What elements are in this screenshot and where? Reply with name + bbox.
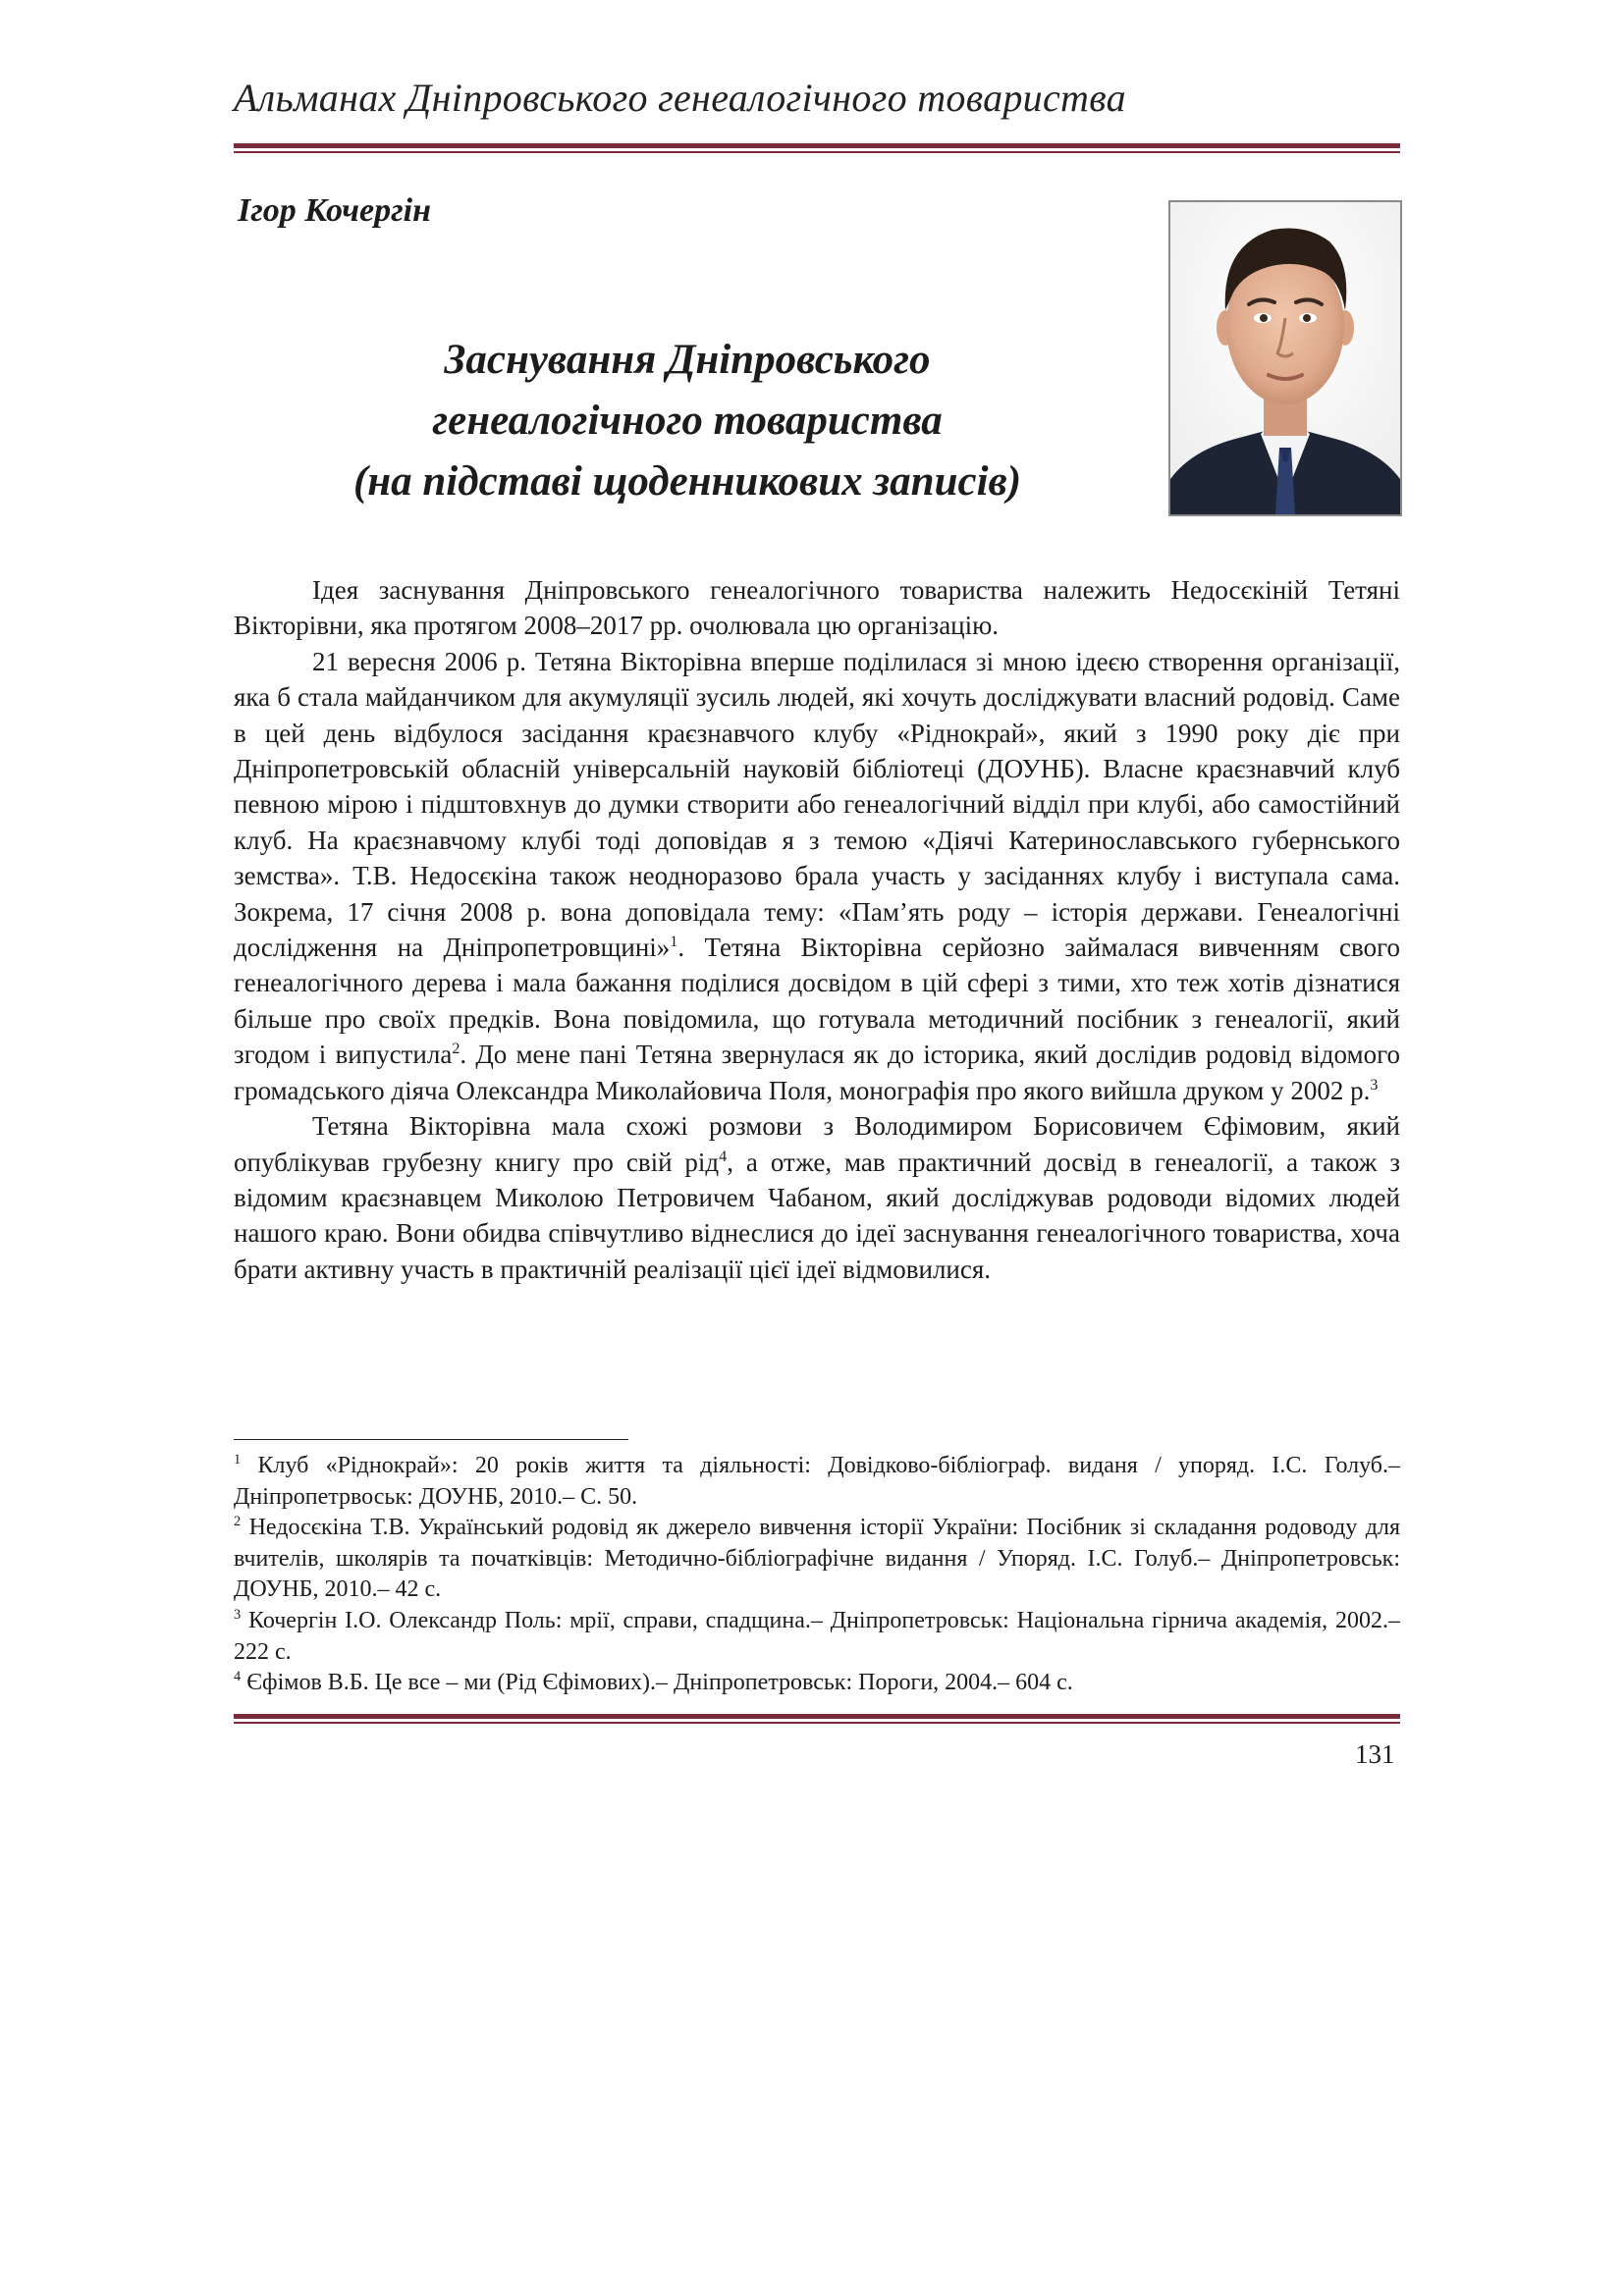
footnote-2 [234,1513,1400,1606]
footnote-number: 1 [234,1452,242,1468]
author-name: Ігор Кочергін [238,192,431,229]
header-rule-thick [234,143,1400,148]
footnotes [234,1451,1400,1699]
footnote-marker-3[interactable]: 3 [1370,1075,1379,1094]
footnote-text: Єфімов В.Б. Це все – ми (Рід Єфімових).– Дніпропетровськ: Пороги, 2004.– 604 с. [246,1670,1073,1696]
author-portrait [1168,200,1402,516]
paragraph-3-text-a: Тетяна Вікторівна мала схожі розмови з Володимиром Борисовичем Єфімовим, який опублікував грубезну книгу про свій рід [234,1111,1400,1177]
footnote-number: 2 [234,1514,242,1530]
footnote-number: 3 [234,1606,242,1623]
footer-rule-thick [234,1714,1400,1719]
portrait-illustration [1170,202,1400,514]
footnote-number: 4 [234,1669,242,1685]
footnote-text: Кочергін І.О. Олександр Поль: мрії, справи, спадщина.– Дніпропетровськ: Національна гірнича академія, 2002.– 222 с. [234,1607,1400,1665]
page-number: 131 [1355,1739,1395,1769]
paragraph-1: Ідея заснування Дніпровського генеалогічного товариства належить Недосєкіній Тетяні Вікторівни, яка протягом 2008–2017 рр. очолювала цю організацію. [234,575,1400,641]
footnote-marker-4[interactable]: 4 [719,1147,728,1165]
paragraph-2-text-a: 21 вересня 2006 р. Тетяна Вікторівна вперше поділилася зі мною ідеєю створення організації, яка б стала майданчиком для акумуляції зусиль людей, які хочуть досліджувати власний родовід. Саме в цей день відбулося засідання краєзнавчого клубу «Ріднокрай», який з 1990 року діє при Дніпропетровській обласній універсальній науковій бібліотеці (ДОУНБ). Власне краєзнавчий клуб певною мірою і підштовхнув до думки створити або генеалогічний відділ при клубі, або самостійний клуб. На краєзнавчому клубі тоді доповідав я з темою «Діячі Катеринославського губернського земства». Т.В. Недосєкіна також неодноразово брала участь у засіданнях клубу і виступала сама. Зокрема, 17 січня 2008 р. вона доповідала тему: «Пам’ять роду – історія держави. Генеалогічні дослідження на Дніпропетровщині» [234,646,1400,963]
footer-rule-thin [234,1722,1400,1724]
title-line-2: генеалогічного товариства [432,398,943,444]
paragraph-3-text-b: , а отже, мав практичний досвід в генеалогії, а також з відомим краєзнавцем Миколою Петровичем Чабаном, який досліджував родоводи відомих людей нашого краю. Вони обидва співчутливо віднеслися до ідеї заснування генеалогічного товариства, хоча брати активну участь в практичній реалізації цієї ідеї відмовилися. [234,1147,1400,1284]
footnote-4 [234,1668,1400,1699]
title-line-1: Заснування Дніпровського [444,337,931,383]
footnote-separator [234,1439,628,1440]
article-title [295,330,1080,512]
running-head: Альманах Дніпровського генеалогічного товариства [234,76,1126,120]
footnote-text: Клуб «Ріднокрай»: 20 років життя та діяльності: Довідково-бібліограф. виданя / упоряд. І.С. Голуб.– Дніпропетрвоськ: ДОУНБ, 2010.– С. 50. [234,1453,1401,1510]
title-line-3: (на підставі щоденникових записів) [352,458,1022,505]
footnote-marker-1[interactable]: 1 [670,933,678,951]
paragraph-2 [234,644,1400,1108]
paragraph-3 [234,1108,1400,1287]
footnote-marker-2[interactable]: 2 [452,1040,460,1058]
footnote-3 [234,1606,1400,1668]
footnote-1 [234,1451,1400,1513]
footnote-text: Недосєкіна Т.В. Український родовід як джерело вивчення історії України: Посібник зі складання родоводу для вчителів, школярів та початківців: Методично-бібліографічне видання / Упоряд. І.С. Голуб.– Дніпропетровськ: ДОУНБ, 2010.– 42 с. [234,1515,1400,1603]
header-rule-thin [234,151,1400,153]
paragraph-2-text-b: . Тетяна Вікторівна серйозно займалася вивченням свого генеалогічного дерева і мала бажання поділися досвідом в цій сфері з тими, хто теж хотів дізнатися більше про своїх предків. Вона повідомила, що готувала методичний посібник з генеалогії, який згодом і випустила [234,933,1400,1070]
article-body [234,572,1400,1287]
paragraph-2-text-c: . До мене пані Тетяна звернулася як до історика, який дослідив родовід відомого громадського діяча Олександра Миколайовича Поля, монографія про якого вийшла друком у 2002 р. [234,1040,1401,1105]
